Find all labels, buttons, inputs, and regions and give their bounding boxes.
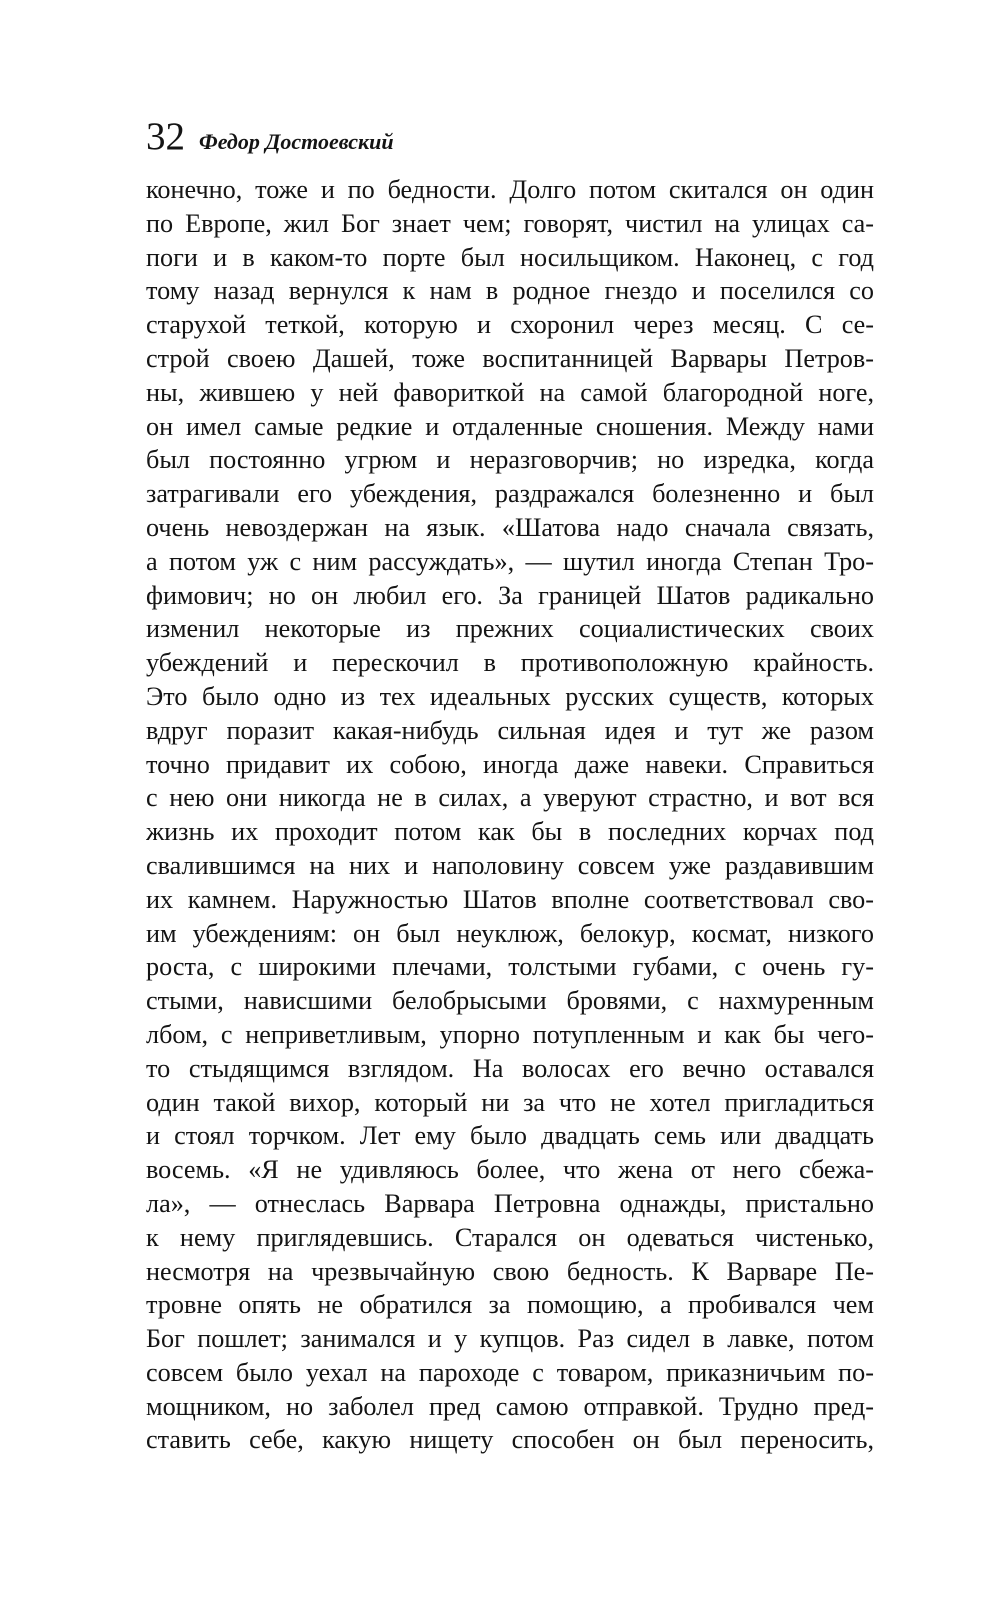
- text-line: старухой теткой, которую и схоронил через месяц. С се-: [146, 310, 874, 340]
- text-line: несмотря на чрезвычайную свою бедность. К Варваре Пе-: [146, 1256, 874, 1286]
- text-line: лбом, с неприветливым, упорно потупленным и как бы чего-: [146, 1019, 874, 1049]
- text-line: жизнь их проходит потом как бы в последних корчах под: [146, 817, 874, 847]
- text-line: конечно, тоже и по бедности. Долго потом скитался он один: [146, 175, 874, 204]
- text-line: совсем было уехал на пароходе с товаром, приказничьим по-: [146, 1357, 874, 1387]
- text-line: а потом уж с ним рассуждать», — шутил иногда Степан Тро-: [146, 546, 874, 576]
- text-line: очень невоздержан на язык. «Шатова надо сначала связать,: [146, 512, 874, 542]
- text-line: им убеждениям: он был неуклюж, белокур, космат, низкого: [146, 918, 874, 948]
- body-text: [146, 173, 874, 1457]
- text-line: Это было одно из тех идеальных русских существ, которых: [146, 681, 874, 711]
- text-line: строй своею Дашей, тоже воспитанницей Варвары Петров-: [146, 343, 874, 373]
- text-line: ла», — отнеслась Варвара Петровна однажды, пристально: [146, 1188, 874, 1218]
- text-line: он имел самые редкие и отдаленные сношения. Между нами: [146, 411, 874, 441]
- text-line: мощником, но заболел пред самою отправкой. Трудно пред-: [146, 1391, 874, 1421]
- text-line: вдруг поразит какая-нибудь сильная идея и тут же разом: [146, 715, 874, 745]
- text-line: к нему приглядевшись. Старался он одеваться чистенько,: [146, 1222, 874, 1252]
- page-number: 32: [146, 115, 185, 158]
- text-line: был постоянно угрюм и неразговорчив; но изредка, когда: [146, 445, 874, 475]
- text-line: и стоял торчком. Лет ему было двадцать семь или двадцать: [146, 1121, 874, 1151]
- text-line: точно придавит их собою, иногда даже навеки. Справиться: [146, 749, 874, 779]
- text-line: свалившимся на них и наполовину совсем уже раздавившим: [146, 850, 874, 880]
- text-line: по Европе, жил Бог знает чем; говорят, чистил на улицах са-: [146, 208, 874, 238]
- text-line: их камнем. Наружностью Шатов вполне соответствовал сво-: [146, 884, 874, 914]
- author-name: Федор Достоевский: [199, 129, 394, 154]
- text-line: Бог пошлет; занимался и у купцов. Раз сидел в лавке, потом: [146, 1324, 874, 1354]
- text-line: то стыдящимся взглядом. На волосах его вечно оставался: [146, 1053, 874, 1083]
- text-line: восемь. «Я не удивляюсь более, что жена от него сбежа-: [146, 1155, 874, 1185]
- text-line: фимович; но он любил его. За границей Шатов радикально: [146, 580, 874, 610]
- text-line: тому назад вернулся к нам в родное гнездо и поселился со: [146, 276, 874, 306]
- text-line: поги и в каком-то порте был носильщиком. Наконец, с год: [146, 242, 874, 272]
- text-line: ны, жившею у ней фавориткой на самой благородной ноге,: [146, 377, 874, 407]
- text-line: ставить себе, какую нищету способен он был переносить,: [146, 1425, 874, 1455]
- text-line: затрагивали его убеждения, раздражался болезненно и был: [146, 479, 874, 509]
- text-line: изменил некоторые из прежних социалистических своих: [146, 614, 874, 644]
- running-head: [146, 112, 394, 162]
- text-line: убеждений и перескочил в противоположную крайность.: [146, 648, 874, 678]
- text-line: один такой вихор, который ни за что не хотел пригладиться: [146, 1087, 874, 1117]
- text-line: роста, с широкими плечами, толстыми губами, с очень гу-: [146, 952, 874, 982]
- text-line: с нею они никогда не в силах, а уверуют страстно, и вот вся: [146, 783, 874, 813]
- text-line: тровне опять не обратился за помощию, а пробивался чем: [146, 1290, 874, 1320]
- text-line: стыми, нависшими белобрысыми бровями, с нахмуренным: [146, 986, 874, 1016]
